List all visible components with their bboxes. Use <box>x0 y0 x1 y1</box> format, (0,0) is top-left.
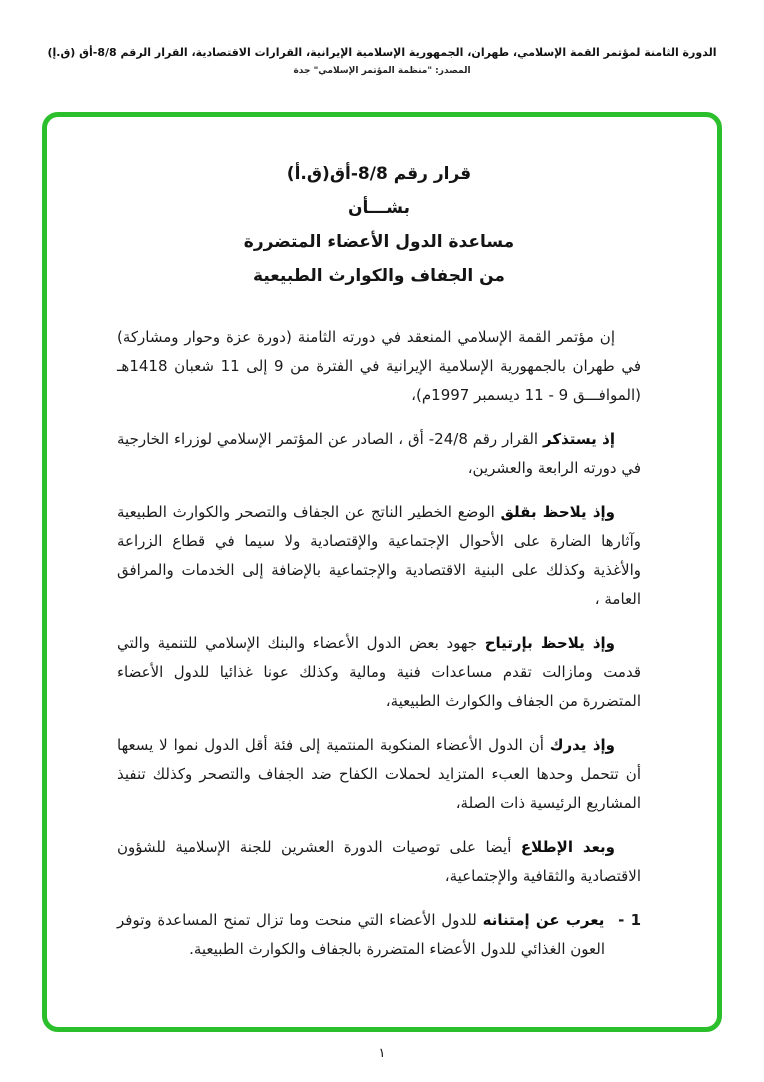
item-gratitude-text: للدول الأعضاء التي منحت وما تزال تمنح المساعدة وتوفر العون الغذائي للدول الأعضاء المتضررة بالجفاف والكوارث الطبيعية. <box>117 911 605 958</box>
numbered-item-gratitude <box>117 906 641 964</box>
document-header <box>0 0 764 76</box>
item-gratitude-lead: يعرب عن إمتنانه <box>482 911 605 929</box>
green-border-frame <box>42 112 722 1032</box>
page-number: ١ <box>378 1046 386 1061</box>
para-noting-with-concern <box>117 498 641 614</box>
para-preamble-text: إن مؤتمر القمة الإسلامي المنعقد في دورته الثامنة (دورة عزة وحوار ومشاركة) في طهران بالجمهورية الإسلامية الإيرانية في الفترة من 9 إلى 11 شعبان 1418هـ (الموافـــق 9 - 11 ديسمبر 1997م)، <box>117 328 641 404</box>
header-source-line: المصدر: "منظمة المؤتمر الإسلامي" جدة <box>293 66 471 76</box>
resolution-number-title: قرار رقم 8/8-أق(ق.أ) <box>286 164 472 184</box>
para-noting-with-satisfaction-text: جهود بعض الدول الأعضاء والبنك الإسلامي للتنمية والتي قدمت ومازالت تقدم مساعدات فنية ومالية وكذلك عونا غذائيا للدول الأعضاء المتضررة من الجفاف والكوارث الطبيعية، <box>117 634 641 710</box>
para-recalling <box>117 425 641 483</box>
title-subject-line2: من الجفاف والكوارث الطبيعية <box>253 266 505 286</box>
para-recalling-lead: إذ يستذكر <box>543 430 615 448</box>
resolution-title-block <box>117 157 641 293</box>
item-number: 1 - <box>618 911 641 929</box>
title-concerning: بشـــأن <box>347 198 410 218</box>
para-having-considered <box>117 833 641 891</box>
para-aware-text: أن الدول الأعضاء المنكوبة المنتمية إلى فئة أقل الدول نموا لا يسعها أن تتحمل وحدها العبء المتزايد لحملات الكفاح ضد الجفاف والتصحر وكذلك تنفيذ المشاريع الرئيسية ذات الصلة، <box>117 736 641 812</box>
para-having-considered-lead: وبعد الإطلاع <box>520 838 615 856</box>
para-recalling-text: القرار رقم 24/8- أق ، الصادر عن المؤتمر الإسلامي لوزراء الخارجية في دورته الرابعة والعشرين، <box>117 430 641 477</box>
para-aware-lead: وإذ يدرك <box>549 736 615 754</box>
para-noting-with-satisfaction <box>117 629 641 716</box>
para-having-considered-text: أيضا على توصيات الدورة العشرين للجنة الإسلامية للشؤون الاقتصادية والثقافية والإجتماعية، <box>117 838 641 885</box>
para-noting-with-satisfaction-lead: وإذ يلاحظ بإرتياح <box>484 634 615 652</box>
para-noting-with-concern-lead: وإذ يلاحظ بقلق <box>500 503 615 521</box>
para-preamble <box>117 323 641 410</box>
para-noting-with-concern-text: الوضع الخطير الناتج عن الجفاف والتصحر والكوارث الطبيعية وآثارها الضارة على الأحوال الإجتماعية والإقتصادية ولا سيما في قطاع الزراعة والأغذية وكذلك على البنية الاقتصادية والإجتماعية بالإضافة إلى الخدمات والمرافق العامة ، <box>117 503 641 608</box>
header-citation-line: الدورة الثامنة لمؤتمر القمة الإسلامي، طهران، الجمهورية الإسلامية الإيرانية، القرارات الاقتصادية، القرار الرقم 8/8-أق (ق.إ) <box>47 46 717 59</box>
title-subject-line1: مساعدة الدول الأعضاء المتضررة <box>243 232 515 252</box>
para-aware <box>117 731 641 818</box>
